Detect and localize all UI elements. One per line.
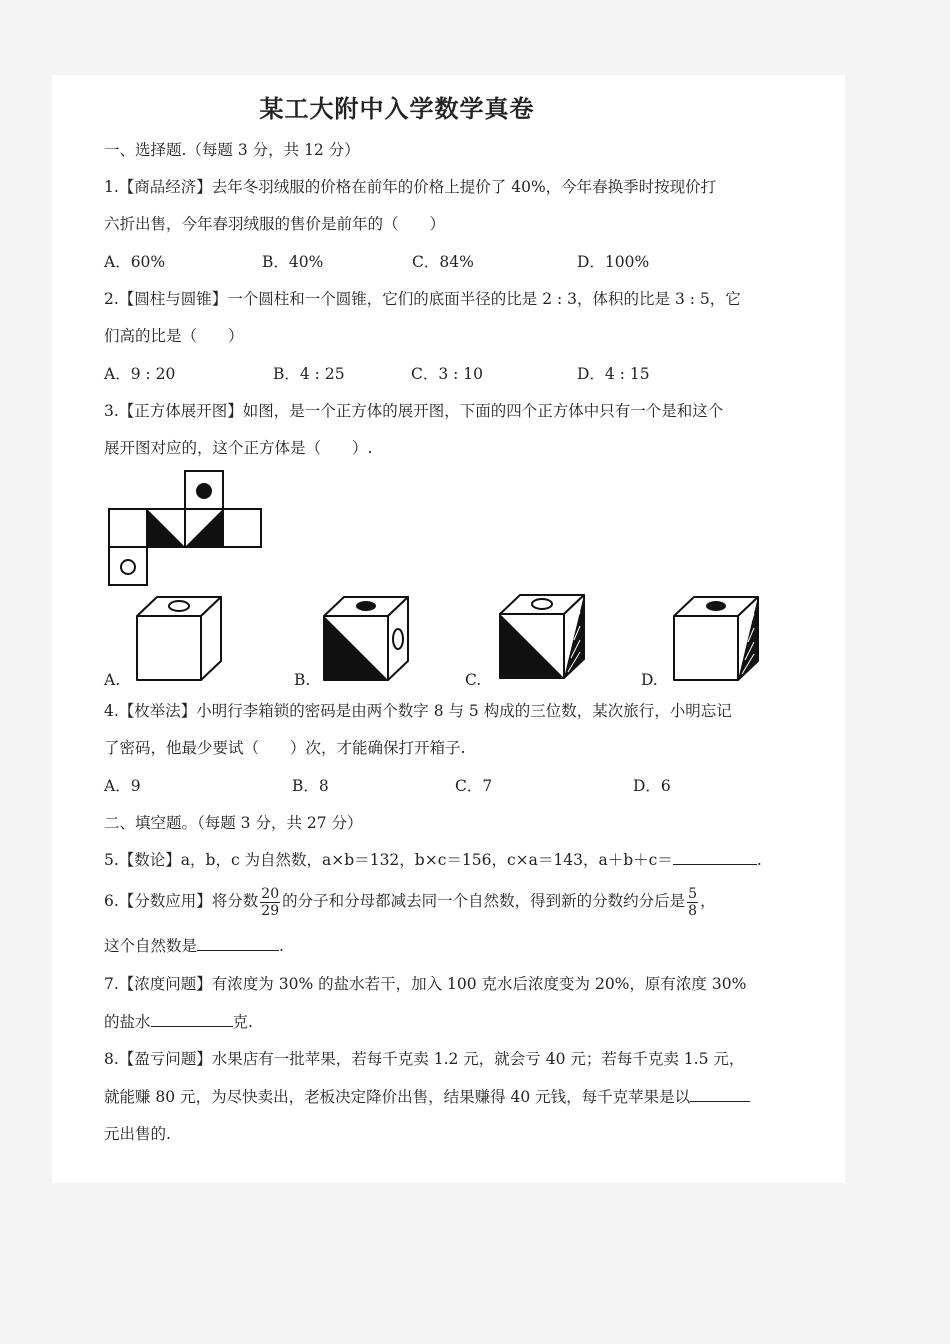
q7-line2 bbox=[104, 1012, 253, 1032]
q6-fraction-original bbox=[260, 886, 280, 919]
section-heading-fill: 二、填空题。（每题 3 分，共 27 分） bbox=[104, 814, 363, 832]
q4-line2: 了密码，他最少要试（ ）次，才能确保打开箱子. bbox=[104, 739, 466, 757]
q6-line2 bbox=[104, 936, 284, 956]
q6-frac2-denominator: 8 bbox=[688, 902, 698, 919]
q2-option-c: C．3 : 10 bbox=[411, 365, 484, 383]
q6-part3: ， bbox=[700, 892, 716, 910]
q6-part1: 6.【分数应用】将分数 bbox=[104, 892, 259, 910]
q1-line2: 六折出售，今年春羽绒服的售价是前年的（ ） bbox=[104, 215, 446, 233]
q3-option-a: A. bbox=[104, 671, 121, 689]
q6-part2: 的分子和分母都减去同一个自然数，得到新的分数约分后是 bbox=[282, 892, 686, 910]
cube-option-a bbox=[133, 594, 225, 684]
cube-option-c bbox=[496, 592, 588, 684]
q4-option-c: C．7 bbox=[455, 777, 493, 795]
q6-line2-end: . bbox=[279, 937, 284, 955]
q6-fraction-result bbox=[687, 886, 698, 919]
q6-frac1-numerator: 20 bbox=[261, 885, 280, 902]
q8-answer-blank[interactable] bbox=[690, 1087, 750, 1102]
page-title: 某工大附中入学数学真卷 bbox=[259, 95, 535, 123]
q2-option-d: D．4 : 15 bbox=[577, 365, 650, 383]
q1-line1: 1.【商品经济】去年冬羽绒服的价格在前年的价格上提价了 40%，今年春换季时按现价打 bbox=[104, 178, 717, 196]
cube-net-figure bbox=[105, 470, 265, 588]
q2-line2: 们高的比是（ ） bbox=[104, 327, 244, 345]
q8-line1: 8.【盈亏问题】水果店有一批苹果，若每千克卖 1.2 元，就会亏 40 元；若每千克卖 1.5 元， bbox=[104, 1050, 745, 1068]
q8-line2-text: 就能赚 80 元，为尽快卖出，老板决定降价出售，结果赚得 40 元钱，每千克苹果是以 bbox=[104, 1088, 691, 1106]
q6-frac1-denominator: 29 bbox=[261, 902, 280, 919]
q3-option-b: B. bbox=[294, 671, 311, 689]
section-heading-choice: 一、选择题.（每题 3 分，共 12 分） bbox=[104, 141, 360, 159]
q6-answer-blank[interactable] bbox=[197, 936, 279, 951]
q1-option-b: B．40% bbox=[262, 253, 324, 271]
q7-line2-end: 克. bbox=[232, 1013, 253, 1031]
q6-line1 bbox=[104, 884, 716, 919]
q2-option-b: B．4 : 25 bbox=[273, 365, 345, 383]
q5-line bbox=[104, 850, 762, 870]
q5-answer-blank[interactable] bbox=[673, 850, 757, 865]
cube-option-b bbox=[320, 594, 412, 684]
q5-text: 5.【数论】a，b，c 为自然数，a×b＝132，b×c＝156，c×a＝143，a＋b＋c＝ bbox=[104, 851, 673, 869]
q1-option-d: D．100% bbox=[577, 253, 650, 271]
q4-option-a: A．9 bbox=[104, 777, 141, 795]
q7-answer-blank[interactable] bbox=[151, 1012, 233, 1027]
q1-option-c: C．84% bbox=[412, 253, 474, 271]
q3-option-c: C. bbox=[465, 671, 482, 689]
q3-line2: 展开图对应的，这个正方体是（ ）. bbox=[104, 439, 373, 457]
q6-line2-text: 这个自然数是 bbox=[104, 937, 198, 955]
q4-line1: 4.【枚举法】小明行李箱锁的密码是由两个数字 8 与 5 构成的三位数，某次旅行，小明忘记 bbox=[104, 702, 732, 720]
q7-line2-text: 的盐水 bbox=[104, 1013, 151, 1031]
q1-option-a: A．60% bbox=[104, 253, 166, 271]
q6-frac2-numerator: 5 bbox=[688, 885, 698, 902]
q4-option-d: D．6 bbox=[633, 777, 671, 795]
q8-line3: 元出售的. bbox=[104, 1125, 171, 1143]
q2-option-a: A．9 : 20 bbox=[104, 365, 176, 383]
q3-line1: 3.【正方体展开图】如图，是一个正方体的展开图，下面的四个正方体中只有一个是和这个 bbox=[104, 402, 724, 420]
q8-line2 bbox=[104, 1087, 750, 1107]
q7-line1: 7.【浓度问题】有浓度为 30% 的盐水若干，加入 100 克水后浓度变为 20%，原有浓度 30% bbox=[104, 975, 747, 993]
q5-end: . bbox=[756, 851, 762, 869]
q4-option-b: B．8 bbox=[292, 777, 329, 795]
q2-line1: 2.【圆柱与圆锥】一个圆柱和一个圆锥，它们的底面半径的比是 2 : 3，体积的比是 3 : 5，它 bbox=[104, 290, 741, 308]
cube-option-d bbox=[670, 594, 762, 684]
q3-option-d: D. bbox=[641, 671, 658, 689]
